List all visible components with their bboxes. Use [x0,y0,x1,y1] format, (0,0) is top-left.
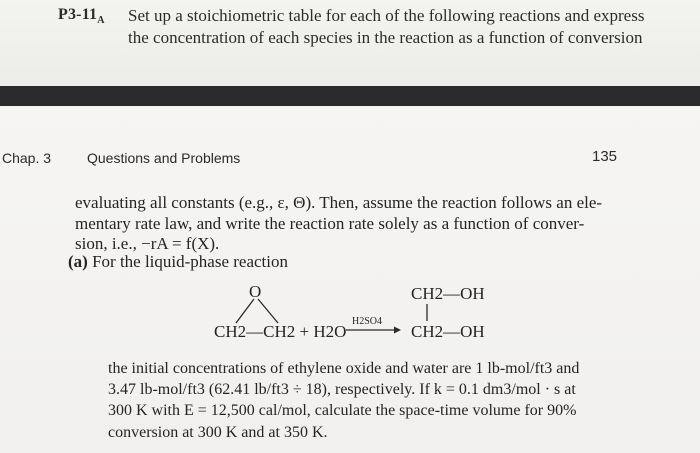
body-text-line-2: mentary rate law, and write the reaction rate solely as a function of conver- [75,214,585,233]
body-text-line-3: sion, i.e., −rA = f(X). [75,234,220,253]
paragraph-line-2: 3.47 lb-mol/ft3 (62.41 lb/ft3 ÷ 18), respectively. If k = 0.1 dm3/mol · s at [108,381,576,398]
paragraph-line-4: conversion at 300 K and at 350 K. [108,424,328,441]
product-top-formula: CH2—OH [411,284,485,303]
problem-text-line-2: the concentration of each species in the reaction as a function of conversion [128,28,643,47]
running-header-title: Questions and Problems [87,150,241,166]
part-a-label: (a) [68,252,88,271]
epoxide-oxygen: O [249,282,262,301]
paragraph-line-3: 300 K with E = 12,500 cal/mol, calculate the space-time volume for 90% [108,402,577,419]
part-a-text: For the liquid-phase reaction [92,252,288,271]
paragraph-line-1: the initial concentrations of ethylene oxide and water are 1 lb-mol/ft3 and [108,360,580,377]
product-bottom-formula: CH2—OH [411,322,485,341]
catalyst-label: H2SO4 [352,316,383,327]
body-text-line-1: evaluating all constants (e.g., ε, Θ). Then, assume the reaction follows an ele- [75,193,603,212]
problem-text-line-1: Set up a stoichiometric table for each of the following reactions and express [128,6,645,25]
chapter-label: Chap. 3 [2,150,52,166]
page-number: 135 [592,148,618,165]
reactant-formula: CH2—CH2 + H2O [214,322,347,341]
problem-label: $P3-11_A$ [58,6,105,27]
